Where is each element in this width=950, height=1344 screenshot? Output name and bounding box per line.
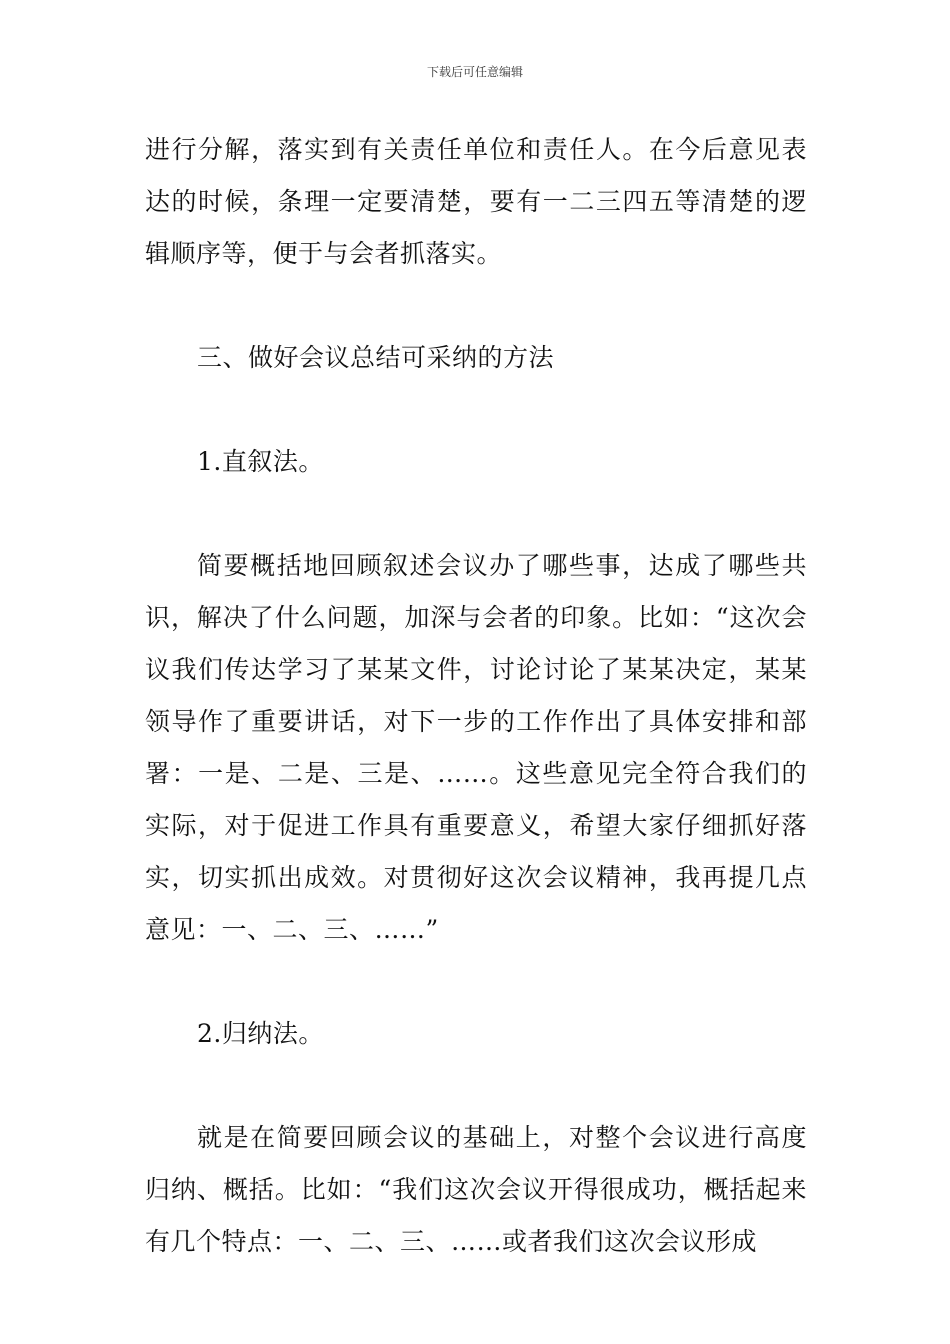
paragraph-gap bbox=[145, 488, 807, 540]
paragraph-gap bbox=[145, 1060, 807, 1112]
paragraph-gap bbox=[145, 956, 807, 1008]
paragraph-gap bbox=[145, 280, 807, 332]
page-header: 下载后可任意编辑 bbox=[426, 65, 523, 79]
paragraph-induction: 就是在简要回顾会议的基础上，对整个会议进行高度归纳、概括。比如：“我们这次会议开得很成功，概括起来有几个特点：一、二、三、……或者我们这次会议形成 bbox=[145, 1123, 807, 1256]
paragraph-direct-narration: 简要概括地回顾叙述会议办了哪些事，达成了哪些共识，解决了什么问题，加深与会者的印象。比如：“这次会议我们传达学习了某某文件，讨论讨论了某某决定，某某领导作了重要讲话，对下一步的工作作出了具体安排和部署：一是、二是、三是、……。这些意见完全符合我们的实际，对于促进工作具有重要意义，希望大家仔细抓好落实，切实抓出成效。对贯彻好这次会议精神，我再提几点意见：一、二、三、……” bbox=[145, 551, 807, 944]
document-body bbox=[145, 124, 807, 1268]
paragraph-gap bbox=[145, 384, 807, 436]
subsection-heading-1: 1.直叙法。 bbox=[197, 447, 324, 476]
paragraph-continuation: 进行分解，落实到有关责任单位和责任人。在今后意见表达的时候，条理一定要清楚，要有一二三四五等清楚的逻辑顺序等，便于与会者抓落实。 bbox=[145, 135, 807, 268]
section-heading: 三、做好会议总结可采纳的方法 bbox=[197, 343, 555, 372]
subsection-heading-2: 2.归纳法。 bbox=[197, 1019, 324, 1048]
